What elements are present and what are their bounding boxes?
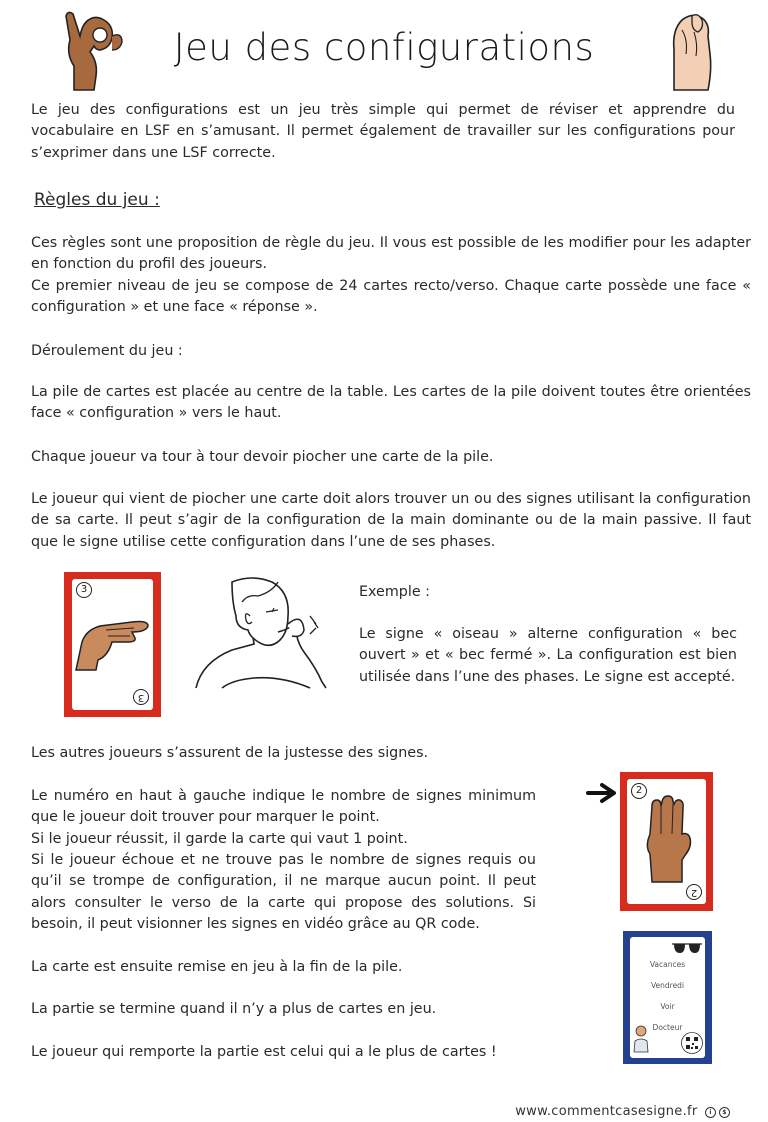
- answer-word-1: Vacances: [649, 960, 686, 969]
- rules-paragraph-5: Le joueur qui vient de piocher une carte doit alors trouver un ou des signes utilisant la configuration de sa carte. Il peut s’agir de la configuration de la main dominante ou de la main passive. Il faut que le signe utilise cette configuration dans l’une de ses phases.: [31, 491, 751, 550]
- footer: [515, 1104, 730, 1119]
- rules-paragraph-4: Chaque joueur va tour à tour devoir piocher une carte de la pile.: [31, 449, 494, 465]
- rules-paragraph-12: Le joueur qui remporte la partie est celui qui a le plus de cartes !: [31, 1044, 497, 1060]
- rules-paragraph-6: Les autres joueurs s’assurent de la justesse des signes.: [31, 745, 429, 761]
- example-text: Le signe « oiseau » alterne configuration « bec ouvert » et « bec fermé ». La configuration est bien utilisée dans l’une des phases. Le signe est accepté.: [359, 626, 737, 685]
- page-title: Jeu des configurations: [173, 26, 595, 69]
- sunglasses-icon: [671, 941, 703, 955]
- qr-code-icon[interactable]: [681, 1032, 703, 1054]
- example-label: Exemple :: [359, 584, 430, 600]
- rules-paragraph-3: La pile de cartes est placée au centre de la table. Les cartes de la pile doivent toutes être orientées face « configuration » vers le haut.: [31, 384, 751, 422]
- card-two-number-bottom: 2: [686, 884, 702, 900]
- example-card: [64, 572, 161, 717]
- answer-word-3: Voir: [660, 1002, 675, 1011]
- rules-paragraph-2: Ce premier niveau de jeu se compose de 24 cartes recto/verso. Chaque carte possède une face « configuration » et une face « réponse ».: [31, 278, 751, 316]
- rules-paragraph-7: Le numéro en haut à gauche indique le nombre de signes minimum que le joueur doit trouver pour marquer le point.: [31, 788, 536, 826]
- footer-url[interactable]: www.commentcasesigne.fr: [515, 1104, 698, 1119]
- card-two-number-top: 2: [631, 783, 647, 799]
- rules-heading: Règles du jeu :: [34, 190, 160, 210]
- intro-paragraph: Le jeu des configurations est un jeu très simple qui permet de réviser et apprendre du vocabulaire en LSF en s’amusant. Il permet également de travailler sur les configurations pour s’exprimer dans une LSF correcte.: [31, 102, 735, 161]
- card-two: [620, 772, 713, 911]
- rules-paragraph-11: La partie se termine quand il n’y a plus de cartes en jeu.: [31, 1001, 437, 1017]
- deroulement-label: Déroulement du jeu :: [31, 343, 183, 359]
- answer-card: [623, 931, 712, 1064]
- cc-nc-icon: $: [719, 1107, 730, 1118]
- signer-illustration: [192, 572, 342, 690]
- rules-paragraph-9: Si le joueur échoue et ne trouve pas le nombre de signes requis ou qu’il se trompe de configuration, il ne marque aucun point. Il peut alors consulter le verso de la carte qui propose des solutions. Si besoin, il peut visionner les signes en vidéo grâce au QR code.: [31, 852, 536, 932]
- flat-hand-icon: [642, 794, 694, 884]
- rules-paragraph-10: La carte est ensuite remise en jeu à la fin de la pile.: [31, 959, 403, 975]
- answer-word-2: Vendredi: [650, 981, 685, 990]
- card-number-bottom: 3: [133, 689, 149, 705]
- rules-paragraph-1: Ces règles sont une proposition de règle du jeu. Il vous est possible de les modifier pour les adapter en fonction du profil des joueurs.: [31, 235, 751, 273]
- answer-word-4: Docteur: [652, 1023, 683, 1032]
- cc-by-icon: i: [705, 1107, 716, 1118]
- arrow-right-icon: [586, 782, 618, 804]
- card-number-top: 3: [76, 582, 92, 598]
- rules-paragraph-8: Si le joueur réussit, il garde la carte qui vaut 1 point.: [31, 831, 408, 847]
- doctor-icon: [633, 1025, 649, 1053]
- closed-beak-hand-icon: [72, 612, 152, 672]
